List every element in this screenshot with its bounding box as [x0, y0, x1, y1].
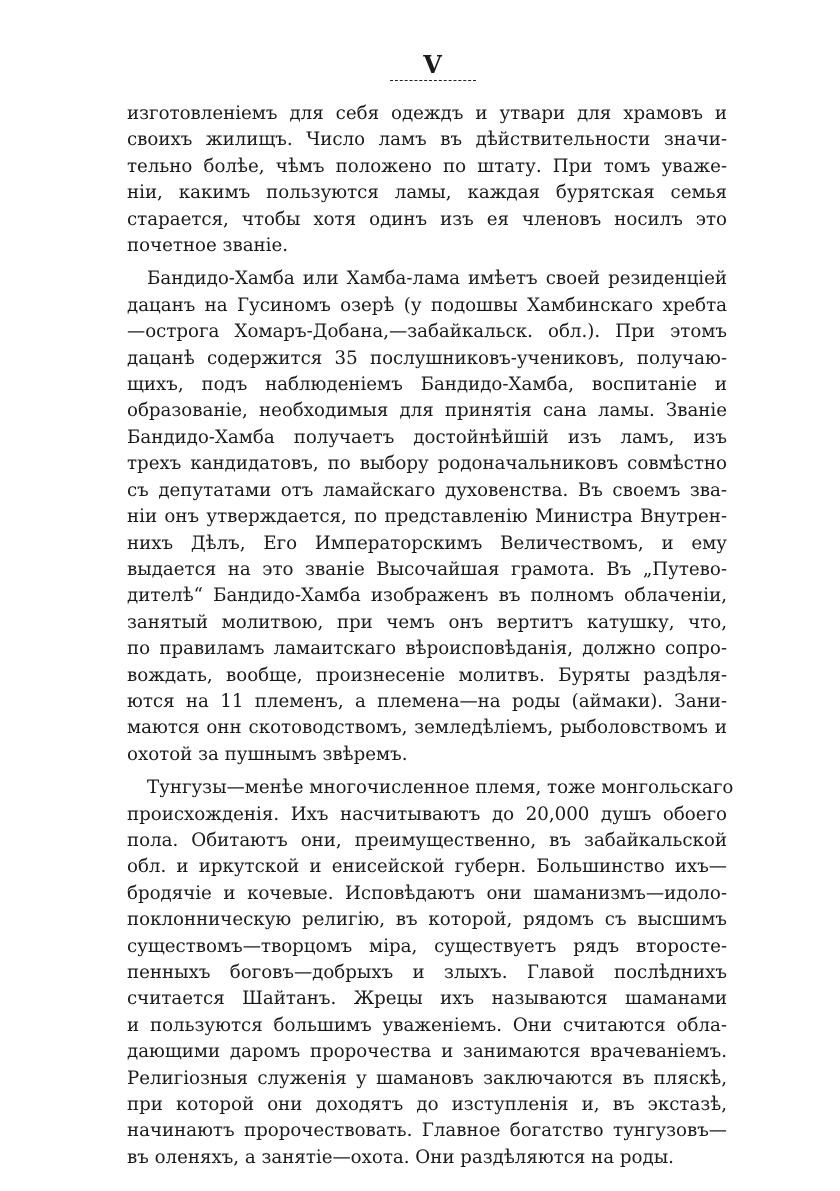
text-line: существомъ—творцомъ міра, существуетъ рядъ второсте-: [127, 935, 727, 957]
text-line: старается, чтобы хотя одинъ изъ ея членовъ носилъ это: [127, 208, 727, 230]
page-header: [388, 52, 478, 81]
text-line: трехъ кандидатовъ, по выбору родоначальниковъ совмѣстно: [127, 453, 727, 475]
text-line: нихъ Дѣлъ, Его Императорскимъ Величествомъ, и ему: [127, 532, 727, 554]
text-line: выдается на это званіе Высочайшая грамота. Въ „Путево-: [127, 558, 727, 580]
text-line: обл. и иркутской и енисейской губерн. Большинство ихъ—: [127, 856, 727, 878]
text-line: маются онн скотоводствомъ, земледѣліемъ, рыболовствомъ и: [127, 717, 727, 739]
text-line: пола. Обитаютъ они, преимущественно, въ забайкальской: [127, 829, 727, 851]
text-line: и пользуются большимъ уваженіемъ. Они считаются обла-: [127, 1014, 727, 1036]
text-line: пенныхъ боговъ—добрыхъ и злыхъ. Главой послѣднихъ: [127, 962, 727, 983]
text-line: щихъ, подъ наблюденіемъ Бандидо-Хамба, воспитаніе и: [127, 374, 727, 396]
text-line: Тунгузы—менѣе многочисленное племя, тоже монгольскаго: [147, 777, 734, 799]
text-line: Религіозныя служенія у шамановъ заключаются въ пляскѣ,: [127, 1067, 727, 1089]
text-line: ніи, какимъ пользуются ламы, каждая бурятская семья: [127, 182, 727, 204]
text-line: дителѣ“ Бандидо-Хамба изображенъ въ полномъ облаченіи,: [127, 585, 727, 607]
text-line: происхожденія. Ихъ насчитываютъ до 20,000 душъ обоего: [127, 803, 727, 825]
paragraph: [127, 101, 727, 259]
text-line: изготовленіемъ для себя одеждъ и утвари для храмовъ и: [127, 103, 727, 124]
text-line: Бандидо-Хамба или Хамба-лама имѣетъ своей резиденціей: [147, 268, 727, 290]
text-line: своихъ жилищъ. Число ламъ въ дѣйствительности значи-: [127, 129, 727, 151]
text-line: почетное званіе.: [127, 235, 289, 257]
text-line: занятый молитвою, при чемъ онъ вертитъ катушку, что,: [127, 611, 727, 633]
text-line: въ оленяхъ, а занятіе—охота. Они раздѣляются на роды.: [127, 1146, 674, 1168]
text-line: ются на 11 племенъ, а племена—на роды (аймаки). Зани-: [127, 690, 727, 712]
paragraph: [127, 266, 727, 768]
text-line: ніи онъ утверждается, по представленію Министра Внутрен-: [127, 506, 727, 528]
text-line: дацанъ на Гусиномъ озерѣ (у подошвы Хамбинскаго хребта: [127, 294, 727, 316]
body-text: [127, 101, 734, 1171]
text-line: дающими даромъ пророчества и занимаются врачеваніемъ.: [127, 1041, 727, 1063]
text-line: бродячіе и кочевые. Исповѣдаютъ они шаманизмъ—идоло-: [127, 882, 727, 904]
text-line: образованіе, необходимыя для принятія сана ламы. Званіе: [127, 400, 727, 422]
text-line: съ депутатами отъ ламайскаго духовенства. Въ своемъ зва-: [127, 479, 727, 501]
text-line: Бандидо-Хамба получаетъ достойнѣйшій изъ ламъ, изъ: [127, 426, 727, 448]
text-line: тельно болѣе, чѣмъ положено по штату. При томъ уваже-: [127, 155, 727, 177]
text-line: охотой за пушнымъ звѣремъ.: [127, 743, 408, 765]
text-line: по правиламъ ламаитскаго вѣроисповѣданія, должно сопро-: [127, 638, 727, 660]
text-line: —острога Хомаръ-Добана,—забайкальск. обл.). При этомъ: [127, 321, 727, 343]
text-line: вождать, вообще, произнесеніе молитвъ. Буряты раздѣля-: [127, 664, 727, 686]
text-line: при которой они доходятъ до изступленія и, въ экстазѣ,: [127, 1094, 727, 1116]
paragraph: [127, 775, 734, 1171]
text-line: дацанѣ содержится 35 послушниковъ-учениковъ, получаю-: [127, 347, 727, 369]
text-line: считается Шайтанъ. Жрецы ихъ называются шаманами: [127, 988, 727, 1010]
header-rule: [390, 80, 476, 81]
page-number: V: [423, 50, 443, 79]
text-line: поклонническую религію, въ которой, рядомъ съ высшимъ: [127, 909, 727, 931]
text-line: начинаютъ пророчествовать. Главное богатство тунгузовъ—: [127, 1120, 727, 1142]
